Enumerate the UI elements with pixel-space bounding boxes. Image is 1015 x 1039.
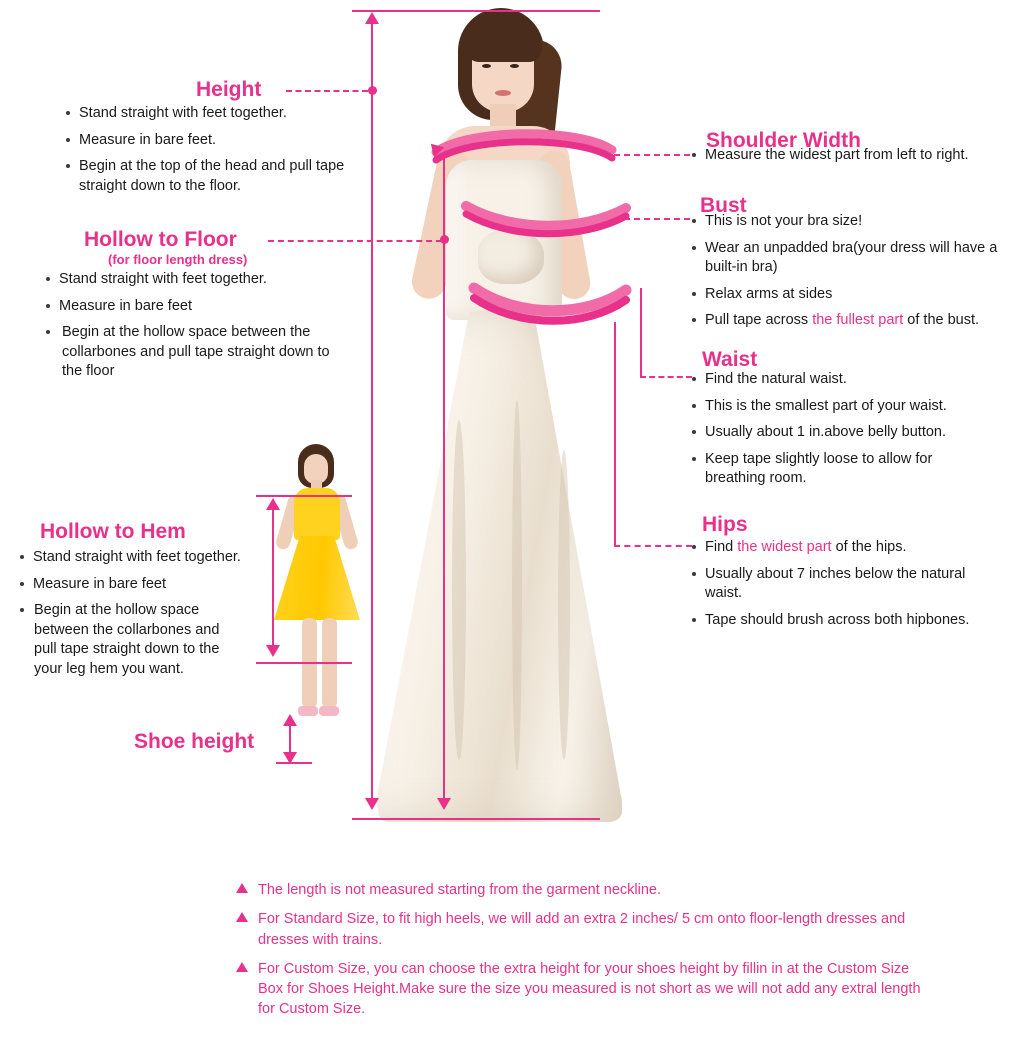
hollow-to-floor-subheading: (for floor length dress): [108, 252, 248, 267]
waist-band: [470, 278, 630, 330]
note-item: [236, 880, 936, 900]
hollow-to-hem-bottom-tick: [256, 662, 352, 664]
list-item: Usually about 1 in.above belly button.: [690, 423, 996, 443]
hips-note-post: of the hips.: [831, 539, 907, 555]
footer-notes: [236, 880, 936, 1029]
list-item: Measure in bare feet: [44, 297, 344, 317]
note-text: For Standard Size, to fit high heels, we will add an extra 2 inches/ 5 cm onto floor-length dresses and dresses with trains.: [258, 911, 906, 948]
bust-list: [690, 212, 1010, 338]
waist-callout-leg: [640, 288, 642, 376]
warning-triangle-icon: [236, 912, 248, 922]
height-callout-dot: [368, 86, 377, 95]
note-item: [236, 909, 936, 950]
list-item: Begin at the hollow space between the collarbones and pull tape straight down to the floor: [44, 323, 344, 382]
list-item: Stand straight with feet together.: [18, 548, 242, 568]
list-item: Stand straight with feet together.: [44, 270, 344, 290]
hips-note-pre: Find: [705, 539, 738, 555]
waist-list: [690, 370, 996, 496]
shoulder-width-list: [690, 146, 1006, 173]
list-item: [690, 311, 1010, 331]
list-item: Usually about 7 inches below the natural waist.: [690, 565, 1000, 604]
shoe-height-heading: Shoe height: [134, 730, 255, 753]
hollow-to-hem-top-tick: [256, 495, 352, 497]
list-item: Stand straight with feet together.: [64, 104, 354, 124]
list-item: Find the natural waist.: [690, 370, 996, 390]
list-item: Begin at the top of the head and pull tape straight down to the floor.: [64, 157, 354, 196]
hollow-to-floor-list: [44, 270, 344, 389]
height-line: [371, 22, 373, 808]
height-top-tick: [352, 10, 600, 12]
height-heading: Height: [196, 78, 262, 101]
list-item: [690, 538, 1000, 558]
hollow-to-floor-dash: [268, 240, 442, 242]
hollow-to-hem-arrow-top: [266, 498, 280, 510]
height-arrow-bottom: [365, 798, 379, 810]
shoulder-width-heading: Shoulder Width: [706, 129, 861, 152]
list-item: Measure in bare feet: [18, 575, 242, 595]
height-arrow-top: [365, 12, 379, 24]
shoulder-width-band: [430, 130, 620, 174]
shoe-height-baseline: [276, 762, 312, 764]
hips-heading: Hips: [702, 513, 748, 536]
waist-callout-dash: [640, 376, 692, 378]
bust-note-post: of the bust.: [903, 312, 980, 329]
list-item: Keep tape slightly loose to allow for breathing room.: [690, 450, 996, 489]
list-item: This is not your bra size!: [690, 212, 1010, 232]
note-text: For Custom Size, you can choose the extra height for your shoes height by fillin in at the Custom Size Box for Shoes Height.Make sure the size you measured is not short as we will not add any extral length for Custom Size.: [258, 960, 921, 1018]
hips-note-highlight: the widest part: [737, 539, 832, 555]
hollow-to-hem-list: [18, 548, 242, 686]
list-item: Measure the widest part from left to right.: [690, 146, 1006, 166]
hollow-to-hem-heading: Hollow to Hem: [40, 520, 186, 543]
hips-callout-leg: [614, 322, 616, 546]
height-list: [64, 104, 354, 203]
hips-callout-dash: [614, 545, 692, 547]
list-item: Wear an unpadded bra(your dress will have a built-in bra): [690, 239, 1010, 278]
shoe-height-arrow-top: [283, 714, 297, 726]
hollow-to-floor-line: [443, 152, 445, 808]
hollow-to-floor-heading: Hollow to Floor: [84, 228, 237, 251]
floor-baseline: [352, 818, 600, 820]
bust-note-pre: Pull tape across: [705, 312, 813, 329]
shoulder-callout-dash: [604, 154, 690, 156]
list-item: This is the smallest part of your waist.: [690, 397, 996, 417]
bust-note-highlight: the fullest part: [812, 312, 904, 329]
list-item: Relax arms at sides: [690, 285, 1010, 305]
height-callout-dash: [286, 90, 368, 92]
hips-list: [690, 538, 1000, 637]
list-item: Measure in bare feet.: [64, 131, 354, 151]
warning-triangle-icon: [236, 962, 248, 972]
hollow-to-hem-line: [272, 508, 274, 654]
list-item: Tape should brush across both hipbones.: [690, 611, 1000, 631]
bust-callout-dash: [614, 218, 690, 220]
waist-heading: Waist: [702, 348, 758, 371]
bust-band: [462, 198, 630, 246]
warning-triangle-icon: [236, 883, 248, 893]
hollow-to-hem-arrow-bottom: [266, 645, 280, 657]
note-item: [236, 959, 936, 1020]
hollow-to-floor-arrow: [437, 798, 451, 810]
bust-heading: Bust: [700, 194, 747, 217]
note-text: The length is not measured starting from the garment neckline.: [258, 882, 661, 898]
bride-figure-illustration: [362, 0, 630, 830]
short-dress-figure-illustration: [262, 440, 382, 770]
list-item: Begin at the hollow space between the collarbones and pull tape straight down to the your leg hem you want.: [18, 601, 242, 679]
